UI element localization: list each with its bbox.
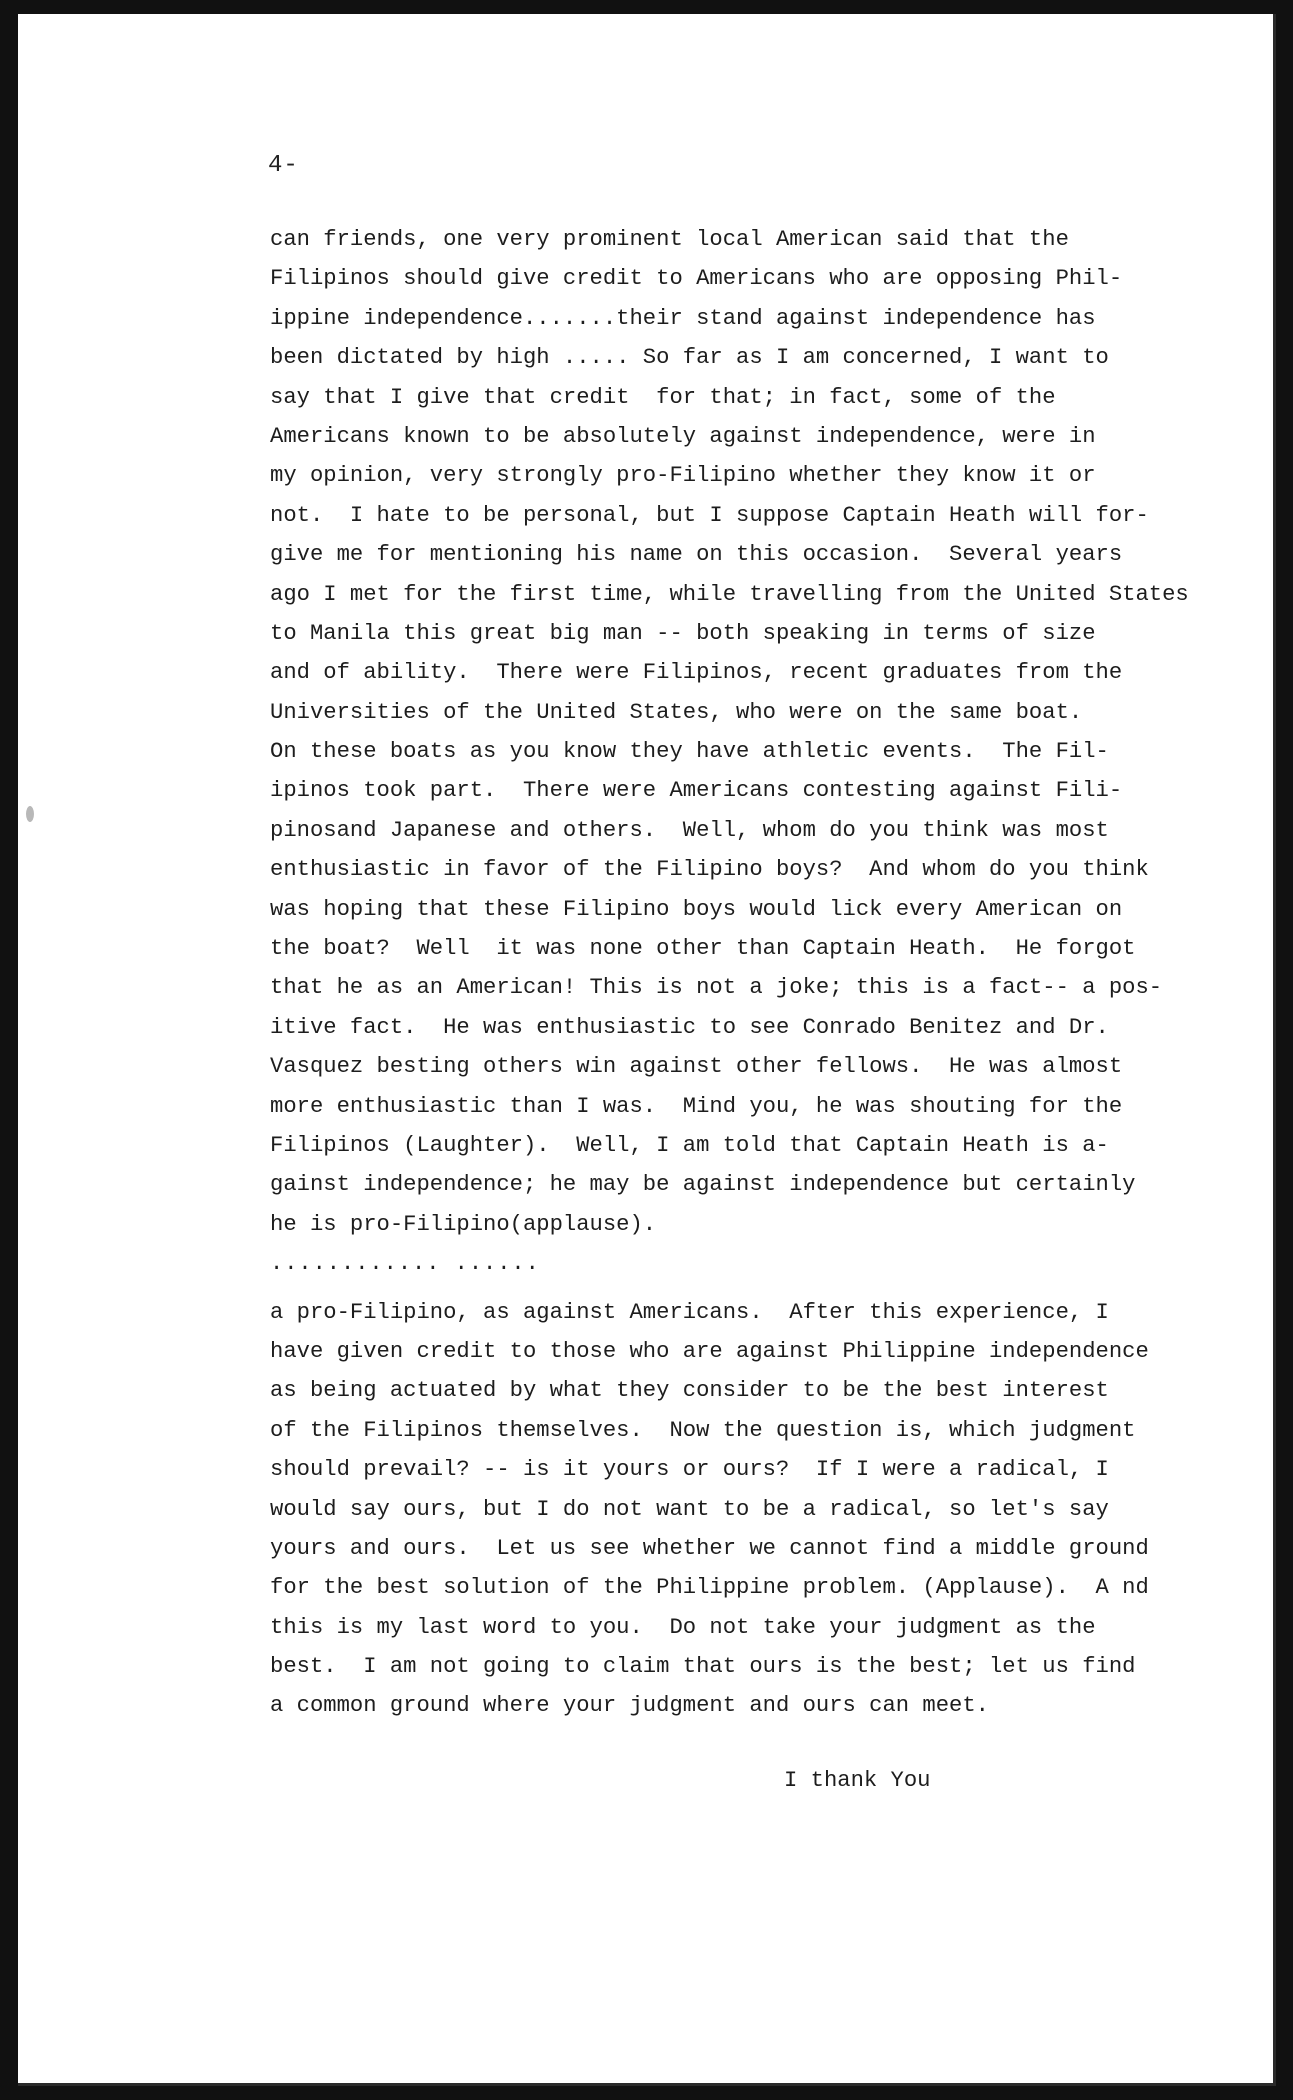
text-line: been dictated by high ..... So far as I am concerned, I want to	[270, 345, 1109, 371]
text-line: and of ability. There were Filipinos, recent graduates from the	[270, 660, 1123, 686]
text-line: ipinos took part. There were Americans contesting against Fili-	[270, 778, 1123, 804]
text-line: of the Filipinos themselves. Now the question is, which judgment	[270, 1417, 1136, 1443]
text-line: Filipinos (Laughter). Well, I am told that Captain Heath is a-	[270, 1132, 1109, 1158]
text-line: ago I met for the first time, while travelling from the United States	[270, 581, 1189, 607]
text-line: to Manila this great big man -- both speaking in terms of size	[270, 620, 1096, 646]
paragraph-2	[270, 1293, 1190, 1726]
text-line: that he as an American! This is not a joke; this is a fact-- a pos-	[270, 975, 1163, 1001]
document-page	[18, 14, 1276, 2086]
text-line: Filipinos should give credit to Americans who are opposing Phil-	[270, 266, 1123, 292]
text-line: gainst independence; he may be against independence but certainly	[270, 1172, 1136, 1198]
paragraph-gap	[270, 1284, 1190, 1293]
text-line: more enthusiastic than I was. Mind you, he was shouting for the	[270, 1093, 1123, 1119]
paragraph-1	[270, 220, 1190, 1244]
text-line: enthusiastic in favor of the Filipino boys? And whom do you think	[270, 857, 1149, 883]
text-line: ippine independence.......their stand against independence has	[270, 305, 1096, 331]
text-line: he is pro-Filipino(applause).	[270, 1211, 657, 1237]
closing-signoff: I thank You	[784, 1768, 931, 1793]
text-line: as being actuated by what they consider to be the best interest	[270, 1378, 1109, 1404]
text-line: for the best solution of the Philippine problem. (Applause). A nd	[270, 1575, 1149, 1601]
text-line: should prevail? -- is it yours or ours? If I were a radical, I	[270, 1457, 1109, 1483]
text-line: say that I give that credit for that; in fact, some of the	[270, 384, 1056, 410]
text-line: a common ground where your judgment and ours can meet.	[270, 1693, 989, 1719]
text-line: a pro-Filipino, as against Americans. After this experience, I	[270, 1299, 1109, 1325]
text-line: best. I am not going to claim that ours is the best; let us find	[270, 1654, 1136, 1680]
text-line: my opinion, very strongly pro-Filipino whether they know it or	[270, 463, 1096, 489]
text-line: was hoping that these Filipino boys would lick every American on	[270, 896, 1123, 922]
text-line: give me for mentioning his name on this occasion. Several years	[270, 542, 1123, 568]
text-line: have given credit to those who are against Philippine independence	[270, 1338, 1149, 1364]
text-line: itive fact. He was enthusiastic to see Conrado Benitez and Dr.	[270, 1014, 1109, 1040]
text-line: this is my last word to you. Do not take your judgment as the	[270, 1614, 1096, 1640]
text-line: not. I hate to be personal, but I suppose Captain Heath will for-	[270, 502, 1149, 528]
text-line: yours and ours. Let us see whether we cannot find a middle ground	[270, 1535, 1149, 1561]
text-line: the boat? Well it was none other than Captain Heath. He forgot	[270, 936, 1136, 962]
text-line: Universities of the United States, who were on the same boat.	[270, 699, 1083, 725]
letter-body	[270, 220, 1190, 1726]
text-line: would say ours, but I do not want to be a radical, so let's say	[270, 1496, 1109, 1522]
margin-hole-mark	[26, 806, 34, 822]
text-line: On these boats as you know they have athletic events. The Fil-	[270, 739, 1109, 765]
ellipsis-separator: ............ ......	[270, 1251, 540, 1277]
text-line: Vasquez besting others win against other fellows. He was almost	[270, 1054, 1123, 1080]
text-line: can friends, one very prominent local American said that the	[270, 227, 1069, 252]
page-number: 4-	[268, 152, 299, 179]
text-line: Americans known to be absolutely against independence, were in	[270, 423, 1096, 449]
text-line: pinosand Japanese and others. Well, whom do you think was most	[270, 817, 1109, 843]
